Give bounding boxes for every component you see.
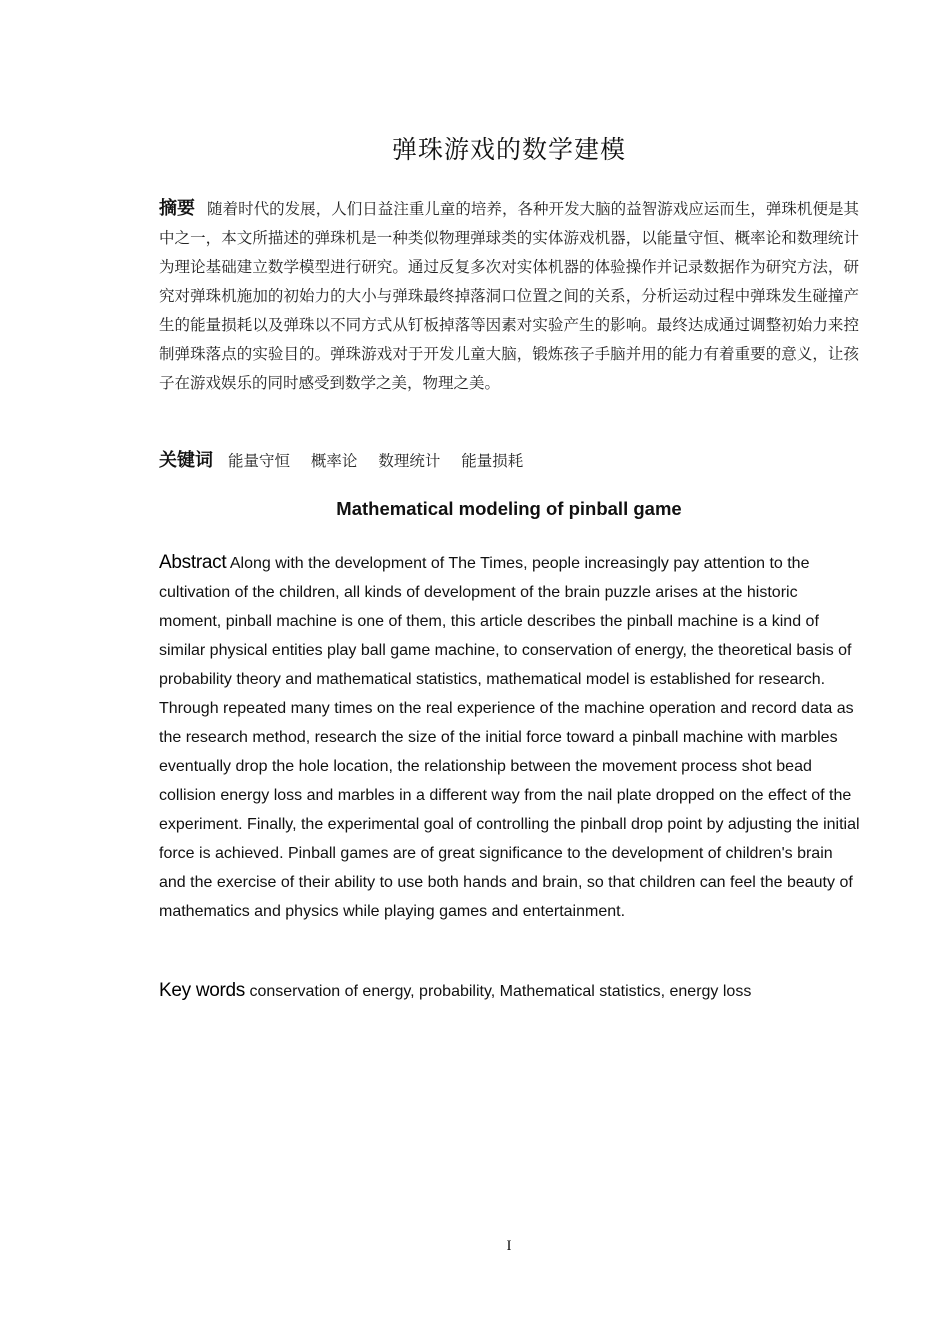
chinese-keyword: 概率论 xyxy=(310,452,358,470)
page-number: I xyxy=(506,1238,512,1254)
chinese-keywords-label: 关键词 xyxy=(159,450,213,471)
chinese-keyword: 能量损耗 xyxy=(461,452,524,470)
chinese-keyword: 数理统计 xyxy=(378,452,441,470)
chinese-abstract-text: 随着时代的发展，人们日益注重儿童的培养，各种开发大脑的益智游戏应运而生，弹珠机便是其中之一，本文所描述的弹珠机是一种类似物理弹球类的实体游戏机器，以能量守恒、概率论和数理统计为理论基础建立数学模型进行研究。通过反复多次对实体机器的体验操作并记录数据作为研究方法，研究对弹珠机施加的初始力的大小与弹珠最终掉落洞口位置之间的关系，分析运动过程中弹珠发生碰撞产生的能量损耗以及弹珠以不同方式从钉板掉落等因素对实验产生的影响。最终达成通过调整初始力来控制弹珠落点的实验目的。弹珠游戏对于开发儿童大脑，锻炼孩子手脑并用的能力有着重要的意义，让孩子在游戏娱乐的同时感受到数学之美，物理之美。 xyxy=(159,200,859,392)
english-title: Mathematical modeling of pinball game xyxy=(336,498,682,519)
chinese-title: 弹珠游戏的数学建模 xyxy=(391,135,626,164)
english-keywords-text: conservation of energy, probability, Mathematical statistics, energy loss xyxy=(249,983,752,1000)
english-keywords xyxy=(159,976,861,1006)
english-keywords-label: Key words xyxy=(159,980,246,1001)
english-abstract-text: Along with the development of The Times, people increasingly pay attention to the cultivation of the children, all kinds of development of the brain puzzle arises at the historic moment, pinball machine is one of them, this article describes the pinball machine is a kind of similar physical entities play ball game machine, to conservation of energy, the theoretical basis of probability theory and mathematical statistics, mathematical model is established for research. Through repeated many times on the real experience of the machine operation and record data as the research method, research the size of the initial force toward a pinball machine with marbles eventually drop the hole location, the relationship between the movement process shot bead collision energy loss and marbles in a different way from the nail plate dropped on the effect of the experiment. Finally, the experimental goal of controlling the pinball drop point by adjusting the initial force is achieved. Pinball games are of great significance to the development of children's brain and the exercise of their ability to use both hands and brain, so that children can feel the beauty of mathematics and physics while playing games and entertainment. xyxy=(159,555,860,920)
chinese-abstract-label: 摘要 xyxy=(159,198,196,219)
chinese-keyword: 能量守恒 xyxy=(227,452,290,470)
chinese-keywords xyxy=(159,446,859,476)
english-abstract xyxy=(159,548,861,926)
chinese-abstract xyxy=(159,194,859,398)
english-abstract-label: Abstract xyxy=(159,552,227,573)
